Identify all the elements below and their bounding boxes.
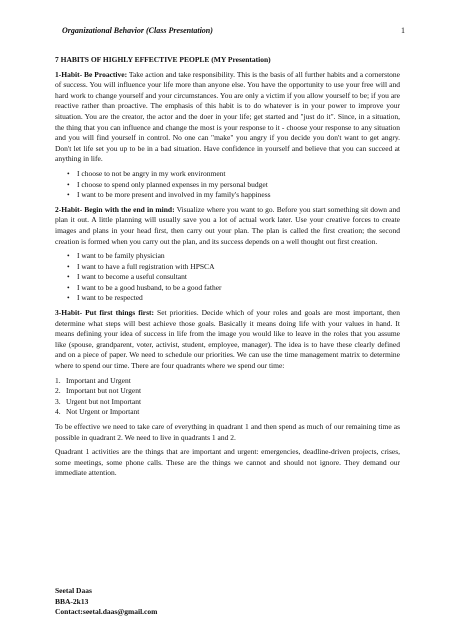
habit-3-heading: 3-Habit- Put first things first: (55, 308, 155, 318)
page-header (62, 26, 405, 35)
document-title: 7 HABITS OF HIGHLY EFFECTIVE PEOPLE (MY Presentation) (55, 55, 271, 64)
habit-1-paragraph (55, 70, 400, 165)
habit-2-paragraph (55, 205, 400, 247)
page-footer (55, 586, 157, 618)
list-item: 2. Important but not Urgent (55, 386, 142, 396)
closing-paragraph-2: Quadrant 1 activities are the things that are important and urgent: emergencies, deadline-driven projects, crises, some meetings, some phone calls. These are the things we cannot and should not ignore. They demand our immediate attention. (55, 447, 400, 478)
habit-2-heading: 2-Habit- Begin with the end in mind: (55, 204, 175, 214)
habit-3-paragraph (55, 308, 400, 372)
list-item: • I choose to spend only planned expenses in my personal budget (67, 180, 400, 191)
page-number: 1 (401, 26, 405, 35)
habit-3-text: Set priorities. Decide which of your roles and goals are most important, then determine what steps will best achieve those goals. Basically it means doing life with your values in hand. It means defining your idea of success in life from the image you would like to leave in the roles that you assume like (spouse, grandparent, voter, activist, student, employee, manager). The idea is to have these clearly defined and on a piece of paper. We need to schedule our priorities. We can use the time management matrix to determine where to spend our time. There are four quadrants where we spend our time: (55, 308, 401, 371)
habit-1-bullet-list (55, 169, 400, 201)
author-name: Seetal Daas (55, 586, 92, 595)
habit-2-text: Visualize where you want to go. Before you start something sit down and plan it out. A little planning will usually save you a lot of actual work later. Use your creative forces to create images and plans in your head first, then carry out your plan. The plan is called the first creation; the second creation is formed when you carry out the plan, and its success depends on a well thought out first creation. (55, 204, 400, 246)
closing-paragraph-1: To be effective we need to take care of everything in quadrant 1 and then spend as much of our remaining time as possible in quadrant 2. We need to live in quadrants 1 and 2. (55, 422, 400, 442)
quadrant-numbered-list (55, 376, 400, 418)
list-item: 1. Important and Urgent (55, 375, 131, 385)
habit-1-text: Take action and take responsibility. This is the basis of all further habits and a cornerstone of success. You will influence your life more than anyone else. You have the opportunity to use your free will and hard work to change yourself and your circumstances. You are only a victim if you allow yourself to be; if you are reactive rather than proactive. The emphasis of this habit is to do whatever is in your power to improve your situation. You are the creator, the actor and the doer in your life; get started and "just do it". Since, in a situation, the thing that you can influence and change the most is your response to it - choose your response to any situation and you will find yourself in control. No one can "make" you angry if you decide you don't want to get angry. Don't let life set you up to be in a bad situation. Have confidence in yourself and believe that you can succeed at anything in life. (55, 69, 400, 164)
list-item: 3. Urgent but not Important (55, 396, 142, 406)
list-item: • I want to be more present and involved in my family's happiness (67, 190, 400, 201)
habit-2-bullet-list (55, 251, 400, 304)
list-item: • I want to be respected (67, 293, 400, 304)
list-item: • I want to become a useful consultant (67, 272, 400, 283)
author-contact: Contact:seetal.daas@gmail.com (55, 607, 158, 616)
list-item: • I want to be a good husband, to be a good father (67, 283, 400, 294)
author-class: BBA-2k13 (55, 596, 89, 606)
header-title: Organizational Behavior (Class Presentation) (62, 26, 213, 35)
habit-1-heading: 1-Habit- Be Proactive: (55, 69, 128, 79)
list-item: • I want to be family physician (67, 251, 400, 262)
list-item: • I choose to not be angry in my work environment (67, 169, 400, 180)
list-item: • I want to have a full registration with HPSCA (67, 262, 400, 273)
document-body (55, 55, 400, 483)
list-item: 4. Not Urgent or Important (55, 407, 140, 417)
